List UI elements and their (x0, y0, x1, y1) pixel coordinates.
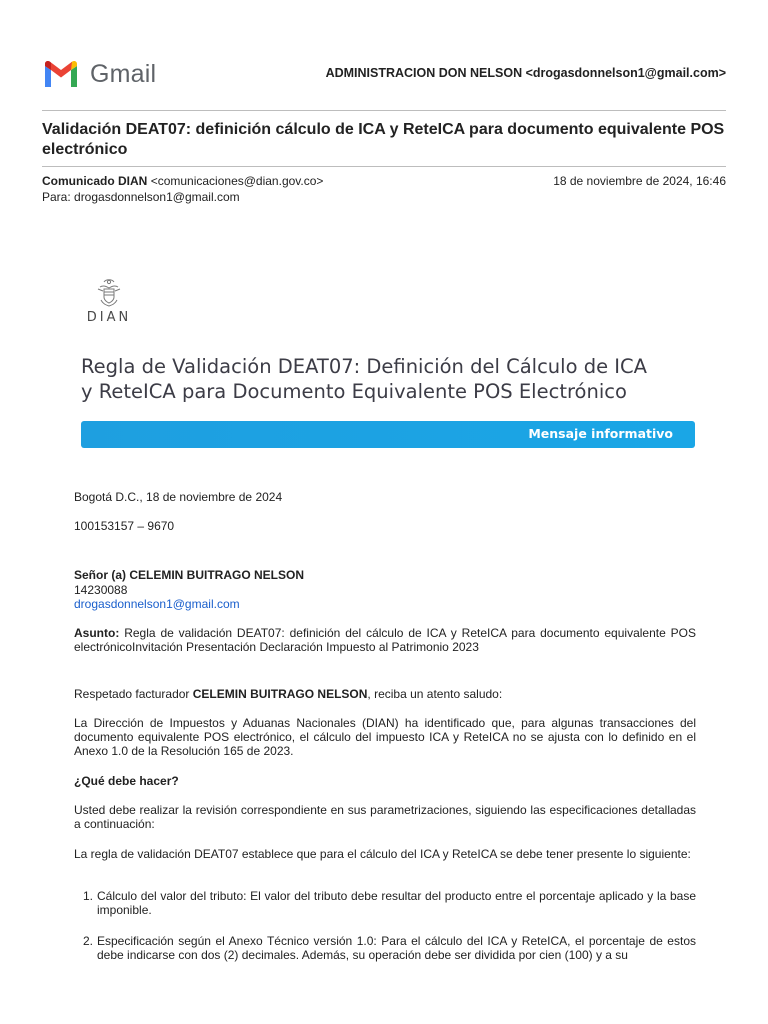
recipient-email-link[interactable]: drogasdonnelson1@gmail.com (74, 597, 240, 611)
paragraph-1: La Dirección de Impuestos y Aduanas Nacionales (DIAN) ha identificado que, para algunas transacciones del documento equivalente POS electrónico, el cálculo del impuesto ICA y ReteICA no se ajusta con lo definido en el Anexo 1.0 de la Resolución 165 de 2023. (74, 716, 696, 758)
asunto-label: Asunto: (74, 626, 120, 640)
greeting (74, 687, 696, 701)
gmail-logo[interactable] (42, 58, 156, 90)
recipient-name: Señor (a) CELEMIN BUITRAGO NELSON (74, 568, 305, 582)
list-item-number: 1. (83, 889, 94, 903)
place-date: Bogotá D.C., 18 de noviembre de 2024 (74, 490, 283, 504)
list-item-text: Especificación según el Anexo Técnico versión 1.0: Para el cálculo del ICA y ReteICA, el porcentaje de estos debe indicarse con dos (2) decimales. Además, su operación debe ser dividida por cien (100) y a su (97, 934, 696, 962)
list-item-number: 2. (83, 934, 94, 948)
banner-title (81, 354, 701, 404)
dian-logo (78, 278, 140, 325)
message-type-label: Mensaje informativo (528, 426, 673, 441)
email-subject: Validación DEAT07: definición cálculo de ICA y ReteICA para documento equivalente POS electrónico (42, 121, 725, 158)
message-type-bar (81, 421, 695, 448)
sender-address: <comunicaciones@dian.gov.co> (150, 174, 324, 188)
email-date: 18 de noviembre de 2024, 16:46 (553, 174, 726, 188)
gmail-wordmark: Gmail (90, 59, 157, 88)
sender-name: Comunicado DIAN (42, 174, 148, 188)
gmail-logo-icon (42, 60, 80, 88)
greeting-post: , reciba un atento saludo: (367, 687, 503, 701)
greeting-name: CELEMIN BUITRAGO NELSON (192, 687, 368, 701)
greeting-pre: Respetado facturador (74, 687, 193, 701)
recipient-line: Para: drogasdonnelson1@gmail.com (42, 190, 240, 204)
dian-wordmark: DIAN (86, 310, 132, 325)
divider (42, 110, 726, 111)
recipient-id: 14230088 (74, 583, 128, 597)
banner-title-line-1: Regla de Validación DEAT07: Definición del Cálculo de ICA (81, 355, 647, 378)
asunto-paragraph (74, 626, 696, 654)
question-heading: ¿Qué debe hacer? (74, 774, 179, 788)
sender-line (42, 174, 323, 188)
paragraph-2: Usted debe realizar la revisión correspondiente en sus parametrizaciones, siguiendo las especificaciones detalladas a continuación: (74, 803, 696, 831)
list-item (83, 889, 696, 917)
reference-number: 100153157 – 9670 (74, 519, 175, 533)
divider (42, 166, 726, 167)
paragraph-3: La regla de validación DEAT07 establece que para el cálculo del ICA y ReteICA se debe tener presente lo siguiente: (74, 847, 691, 861)
list-item-text: Cálculo del valor del tributo: El valor del tributo debe resultar del producto entre el porcentaje aplicado y la base imponible. (97, 889, 696, 917)
account-label: ADMINISTRACION DON NELSON <drogasdonnelson1@gmail.com> (325, 66, 726, 80)
dian-coat-of-arms-icon (94, 278, 124, 308)
list-item (83, 934, 696, 962)
asunto-text: Regla de validación DEAT07: definición del cálculo de ICA y ReteICA para documento equivalente POS electrónicoInvitación Presentación Declaración Impuesto al Patrimonio 2023 (74, 626, 696, 654)
banner-title-line-2: y ReteICA para Documento Equivalente POS Electrónico (81, 380, 627, 403)
